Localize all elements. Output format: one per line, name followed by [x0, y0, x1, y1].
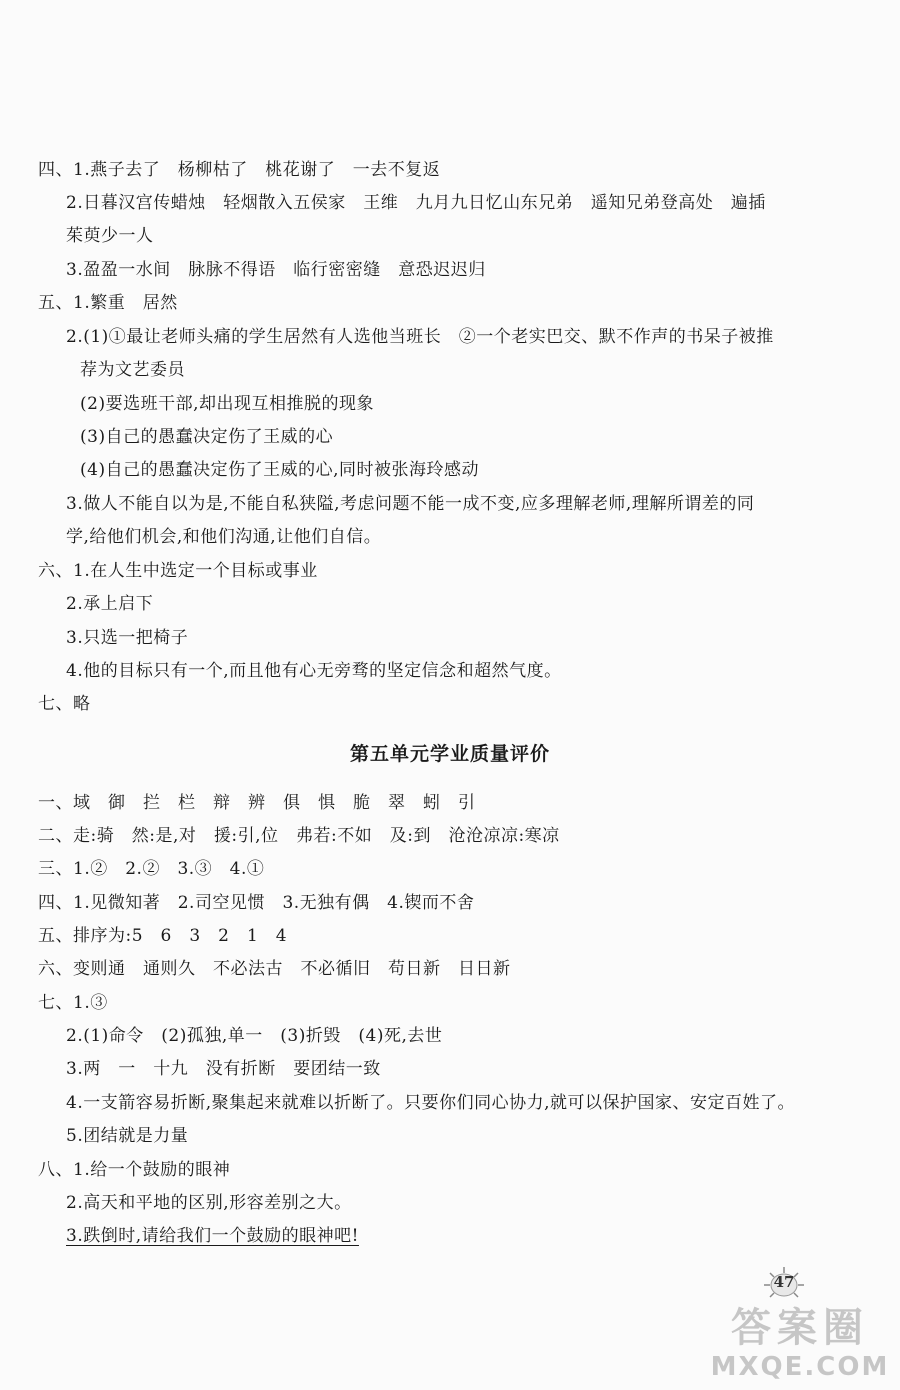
answer-line: 四、1.燕子去了 杨柳枯了 桃花谢了 一去不复返 [38, 160, 441, 180]
watermark-text: 答案圈 [731, 1305, 869, 1351]
answer-line: (3)自己的愚蠢决定伤了王威的心 [80, 427, 334, 447]
answer-line: 3.只选一把椅子 [66, 628, 189, 648]
answer-line: 五、1.繁重 居然 [38, 293, 178, 313]
answer-line: 3.盈盈一水间 脉脉不得语 临行密密缝 意恐迟迟归 [66, 260, 486, 280]
answer-line: 2.(1)①最让老师头痛的学生居然有人选他当班长 ②一个老实巴交、默不作声的书呆子被推 [66, 327, 774, 347]
answer-line: 5.团结就是力量 [66, 1126, 189, 1146]
answer-line: 学,给他们机会,和他们沟通,让他们自信。 [66, 527, 382, 547]
answer-line: 六、变则通 通则久 不必法古 不必循旧 苟日新 日日新 [38, 959, 511, 979]
section-heading: 第五单元学业质量评价 [349, 743, 550, 765]
answer-line: (2)要选班干部,却出现互相推脱的现象 [80, 394, 374, 414]
answer-line: 荐为文艺委员 [80, 360, 185, 380]
answer-line: 4.他的目标只有一个,而且他有心无旁骛的坚定信念和超然气度。 [66, 661, 562, 681]
answer-line: (4)自己的愚蠢决定伤了王威的心,同时被张海玲感动 [80, 460, 479, 480]
answer-line: 七、1.③ [38, 993, 108, 1013]
answer-line: 2.高天和平地的区别,形容差别之大。 [66, 1193, 352, 1213]
answer-line: 2.日暮汉宫传蜡烛 轻烟散入五侯家 王维 九月九日忆山东兄弟 遥知兄弟登高处 遍插 [66, 193, 766, 213]
answer-line: 六、1.在人生中选定一个目标或事业 [38, 561, 318, 581]
answer-line: 茱萸少一人 [66, 226, 154, 246]
answer-line: 2.(1)命令 (2)孤独,单一 (3)折毁 (4)死,去世 [66, 1026, 443, 1046]
answer-line: 3.两 一 十九 没有折断 要团结一致 [66, 1059, 381, 1079]
answer-line: 一、域 御 拦 栏 辩 辨 俱 惧 脆 翠 蚓 引 [38, 793, 476, 813]
page-number: 47 [773, 1273, 795, 1291]
answer-line: 二、走:骑 然:是,对 援:引,位 弗若:不如 及:到 沧沧凉凉:寒凉 [38, 826, 560, 846]
answer-line: 八、1.给一个鼓励的眼神 [38, 1160, 231, 1180]
watermark-url: MXQE.COM [710, 1352, 890, 1382]
answer-line: 三、1.② 2.② 3.③ 4.① [38, 859, 265, 879]
answer-line: 四、1.见微知著 2.司空见惯 3.无独有偶 4.锲而不舍 [38, 893, 475, 913]
watermark-logo [710, 1296, 890, 1386]
answer-line: 3.做人不能自以为是,不能自私狭隘,考虑问题不能一成不变,应多理解老师,理解所谓差的同 [66, 494, 755, 514]
answer-line: 4.一支箭容易折断,聚集起来就难以折断了。只要你们同心协力,就可以保护国家、安定百姓了。 [66, 1093, 796, 1113]
answer-line: 七、略 [38, 694, 91, 714]
answer-line: 五、排序为:5 6 3 2 1 4 [38, 926, 288, 946]
answer-line: 3.跌倒时,请给我们一个鼓励的眼神吧! [66, 1226, 359, 1246]
answer-line: 2.承上启下 [66, 594, 154, 614]
